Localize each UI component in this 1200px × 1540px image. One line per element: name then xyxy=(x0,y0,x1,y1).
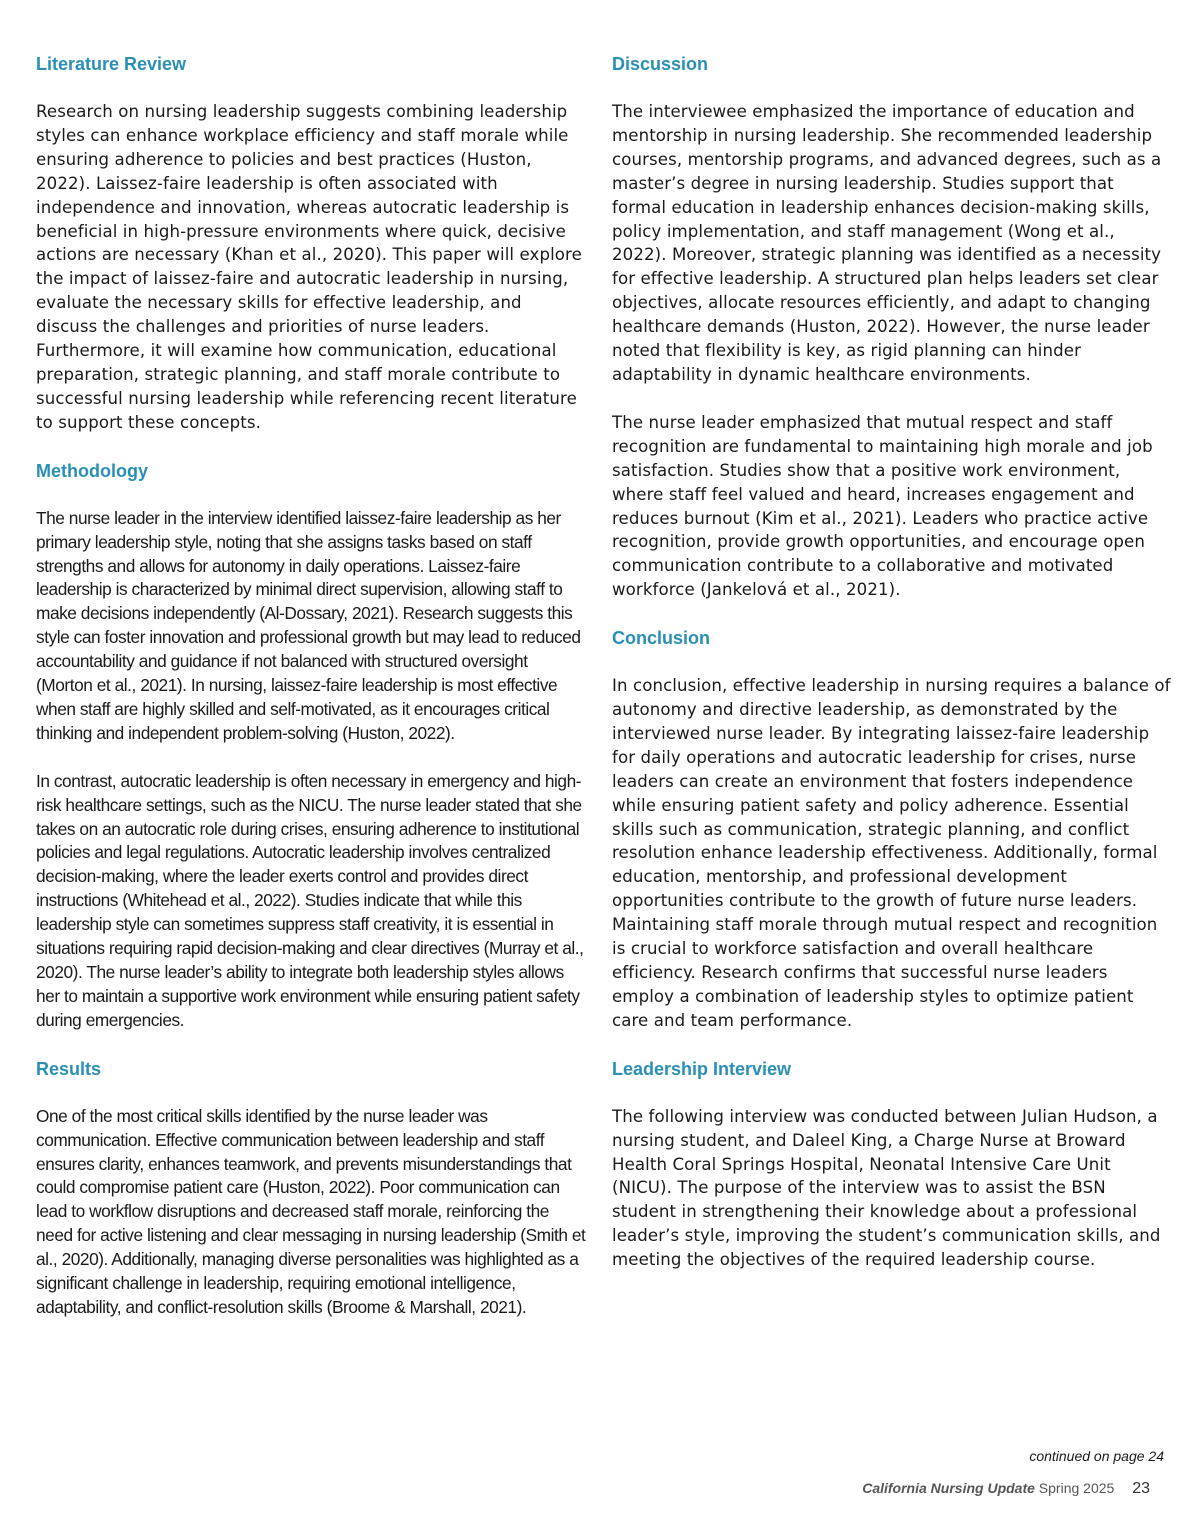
publication-name: California Nursing Update xyxy=(862,1480,1035,1496)
results-section xyxy=(36,1057,588,1320)
continued-note: continued on page 24 xyxy=(1029,1448,1164,1464)
discussion-section xyxy=(612,52,1172,602)
methodology-paragraph-1: The nurse leader in the interview identified laissez-faire leadership as her primary leadership style, noting that she assigns tasks based on staff strengths and allows for autonomy in daily operations. Laissez-faire leadership is characterized by minimal direct supervision, allowing staff to make decisions independently (Al-Dossary, 2021). Research suggests this style can foster innovation and professional growth but may lead to reduced accountability and guidance if not balanced with structured oversight (Morton et al., 2021). In nursing, laissez-faire leadership is most effective when staff are highly skilled and self-motivated, as it encourages critical thinking and independent problem-solving (Huston, 2022). xyxy=(36,507,581,743)
page-number: 23 xyxy=(1132,1480,1150,1497)
results-heading: Results xyxy=(36,1058,102,1079)
leadership-interview-heading: Leadership Interview xyxy=(612,1058,792,1079)
conclusion-section xyxy=(612,626,1172,1033)
results-paragraph: One of the most critical skills identified by the nurse leader was communication. Effective communication between leadership and staff ensures clarity, enhances teamwork, and prevents misunderstandings that could compromise patient care (Huston, 2022). Poor communication can lead to workflow disruptions and decreased staff morale, reinforcing the need for active listening and clear messaging in nursing leadership (Smith et al., 2020). Additionally, managing diverse personalities was highlighted as a significant challenge in leadership, requiring emotional intelligence, adaptability, and conflict-resolution skills (Broome & Marshall, 2021). xyxy=(36,1105,586,1317)
issue-label: Spring 2025 xyxy=(1038,1480,1115,1496)
leadership-interview-section xyxy=(612,1057,1172,1272)
right-column xyxy=(612,52,1172,1296)
leadership-interview-paragraph: The following interview was conducted between Julian Hudson, a nursing student, and Daleel King, a Charge Nurse at Broward Health Coral Springs Hospital, Neonatal Intensive Care Unit (NICU). The purpose of the interview was to assist the BSN student in strengthening their knowledge about a professional leader’s style, improving the student’s communication skills, and meeting the objectives of the required leadership course. xyxy=(612,1106,1161,1270)
methodology-paragraph-2: In contrast, autocratic leadership is often necessary in emergency and high-risk healthcare settings, such as the NICU. The nurse leader stated that she takes on an autocratic role during crises, ensuring adherence to institutional policies and legal regulations. Autocratic leadership involves centralized decision-making, where the leader exerts control and provides direct instructions (Whitehead et al., 2022). Studies indicate that while this leadership style can sometimes suppress staff creativity, it is essential in situations requiring rapid decision-making and clear directives (Murray et al., 2020). The nurse leader’s ability to integrate both leadership styles allows her to maintain a supportive work environment while ensuring patient safety during emergencies. xyxy=(36,770,584,1030)
literature-review-section xyxy=(36,52,588,435)
discussion-paragraph-2: The nurse leader emphasized that mutual respect and staff recognition are fundamental to maintaining high morale and job satisfaction. Studies show that a positive work environment, where staff feel valued and heard, increases engagement and reduces burnout (Kim et al., 2021). Leaders who practice active recognition, provide growth opportunities, and encourage open communication contribute to a collaborative and motivated workforce (Jankelová et al., 2021). xyxy=(612,412,1153,600)
methodology-section xyxy=(36,459,588,1033)
left-column xyxy=(36,52,588,1344)
discussion-heading: Discussion xyxy=(612,54,709,74)
methodology-heading: Methodology xyxy=(36,460,148,481)
discussion-paragraph-1: The interviewee emphasized the importance of education and mentorship in nursing leadership. She recommended leadership courses, mentorship programs, and advanced degrees, such as a master’s degree in nursing leadership. Studies support that formal education in leadership enhances decision-making skills, policy implementation, and staff management (Wong et al., 2022). Moreover, strategic planning was identified as a necessity for effective leadership. A structured plan helps leaders set clear objectives, allocate resources efficiently, and adapt to changing healthcare demands (Huston, 2022). However, the nurse leader noted that flexibility is key, as rigid planning can hinder adaptability in dynamic healthcare environments. xyxy=(612,102,1162,384)
conclusion-paragraph: In conclusion, effective leadership in nursing requires a balance of autonomy and directive leadership, as demonstrated by the interviewed nurse leader. By integrating laissez-faire leadership for daily operations and autocratic leadership for crises, nurse leaders can create an environment that fosters independence while ensuring patient safety and policy adherence. Essential skills such as communication, strategic planning, and conflict resolution enhance leadership effectiveness. Additionally, formal education, mentorship, and professional development opportunities contribute to the growth of future nurse leaders. Maintaining staff morale through mutual respect and recognition is crucial to workforce satisfaction and overall healthcare efficiency. Research confirms that successful nurse leaders employ a combination of leadership styles to optimize patient care and team performance. xyxy=(612,676,1171,1030)
literature-review-paragraph: Research on nursing leadership suggests combining leadership styles can enhance workplace efficiency and staff morale while ensuring adherence to policies and best practices (Huston, 2022). Laissez-faire leadership is often associated with independence and innovation, whereas autocratic leadership is beneficial in high-pressure environments where quick, decisive actions are necessary (Khan et al., 2020). This paper will explore the impact of laissez-faire and autocratic leadership in nursing, evaluate the necessary skills for effective leadership, and discuss the challenges and priorities of nurse leaders. Furthermore, it will examine how communication, educational preparation, strategic planning, and staff morale contribute to successful nursing leadership while referencing recent literature to support these concepts. xyxy=(36,102,582,432)
conclusion-heading: Conclusion xyxy=(612,628,710,649)
literature-review-heading: Literature Review xyxy=(36,54,187,74)
page-footer xyxy=(862,1480,1150,1498)
